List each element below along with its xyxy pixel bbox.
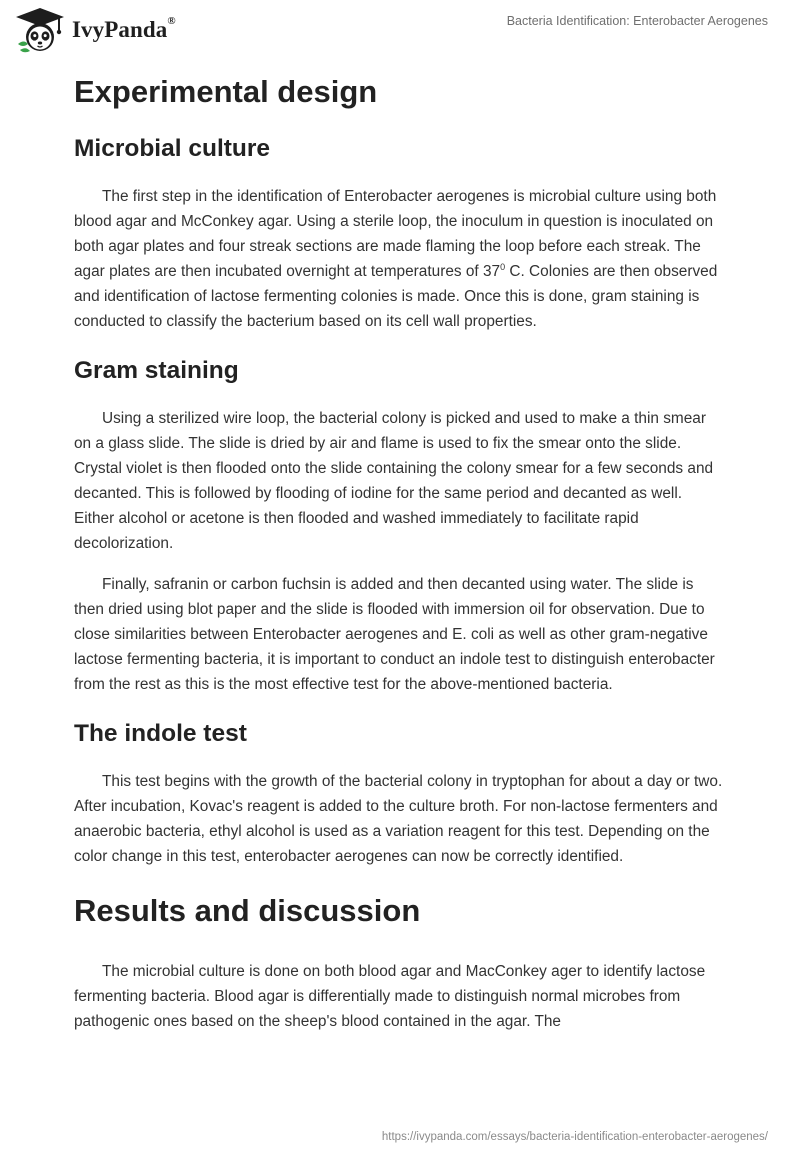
heading-indole-test: The indole test <box>74 720 247 747</box>
essay-content <box>74 70 724 1034</box>
paragraph-microbial-culture: The first step in the identification of Enterobacter aerogenes is microbial culture using both blood agar and McConkey agar. Using a sterile loop, the inoculum in question is inoculated on both agar plates and four streak sections are made flaming the loop before each streak. The agar plates are then incubated overnight at temperatures of $37^0$ C. Colonies are then observed and identification of lactose fermenting colonies is made. Once this is done, gram staining is conducted to classify the bacterium based on its cell wall properties. <box>74 188 718 330</box>
paragraph-gram-staining-2: Finally, safranin or carbon fuchsin is added and then decanted using water. The slide is then dried using blot paper and the slide is flooded with immersion oil for observation. Due to close similarities between Enterobacter aerogenes and E. coli as well as other gram-negative lactose fermenting bacteria, it is important to conduct an indole test to distinguish enterobacter from the rest as this is the most effective test for the above-mentioned bacteria. <box>74 576 715 693</box>
document-title: Bacteria Identification: Enterobacter Aerogenes <box>506 14 768 28</box>
panda-graduation-cap-icon <box>14 6 66 54</box>
heading-gram-staining: Gram staining <box>74 357 239 384</box>
superscript-degree: 0 <box>500 261 506 272</box>
page-header <box>0 0 800 66</box>
logo-text: IvyPanda® <box>72 15 176 42</box>
paragraph-gram-staining-1: Using a sterilized wire loop, the bacterial colony is picked and used to make a thin smear on a glass slide. The slide is dried by air and flame is used to fix the smear onto the slide. Crystal violet is then flooded onto the slide containing the colony smear for a few seconds and decanted. This is followed by flooding of iodine for the same period and decanted as well. Either alcohol or acetone is then flooded and washed immediately to facilitate rapid decolorization. <box>74 410 714 552</box>
registered-mark: ® <box>167 15 176 27</box>
ivypanda-logo[interactable] <box>14 6 176 54</box>
footer-source-url[interactable]: https://ivypanda.com/essays/bacteria-identification-enterobacter-aerogenes/ <box>381 1131 768 1143</box>
paragraph-results: The microbial culture is done on both blood agar and MacConkey ager to identify lactose fermenting bacteria. Blood agar is differentially made to distinguish normal microbes from pathogenic ones based on the sheep's blood contained in the agar. The <box>74 963 706 1030</box>
heading-microbial-culture: Microbial culture <box>74 135 271 162</box>
heading-experimental-design: Experimental design <box>74 74 378 109</box>
paragraph-indole-test: This test begins with the growth of the bacterial colony in tryptophan for about a day or two. After incubation, Kovac's reagent is added to the culture broth. For non-lactose fermenters and anaerobic bacteria, ethyl alcohol is used as a variation reagent for this test. Depending on the color change in this test, enterobacter aerogenes can now be correctly identified. <box>74 773 723 865</box>
heading-results-discussion: Results and discussion <box>74 893 421 928</box>
